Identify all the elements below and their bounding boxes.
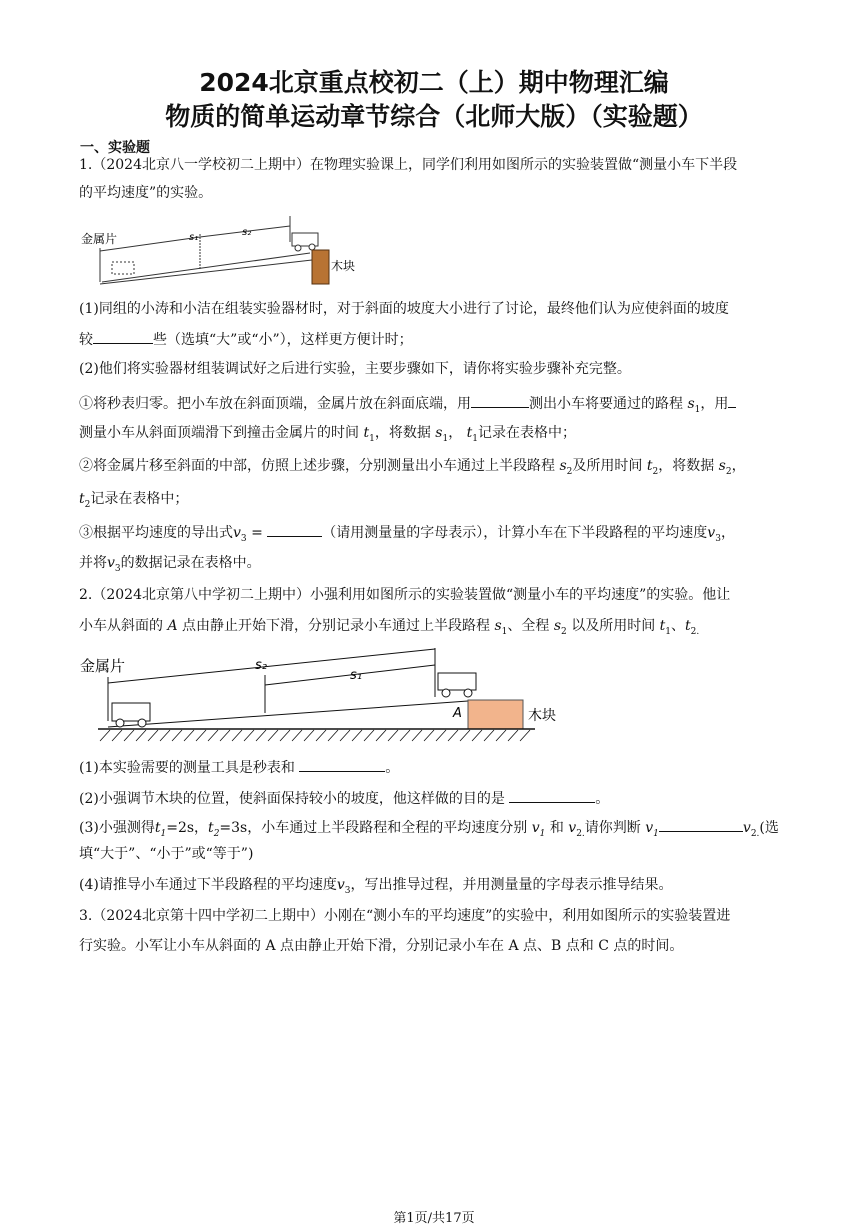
q1-part2: (2)他们将实验器材组装调试好之后进行实验，主要步骤如下，请你将实验步骤补充完整。 — [79, 361, 631, 377]
section-heading: 一、实验题 — [80, 140, 150, 156]
q1-figure — [78, 210, 378, 292]
q1-intro-line2: 的平均速度”的实验。 — [79, 185, 213, 201]
q1-part1-line2: 较 些（选填“大”或“小”），这样更方便计时； — [79, 332, 413, 348]
q1-blank-2[interactable] — [471, 394, 529, 408]
page-title-line2: 物质的简单运动章节综合（北师大版）（实验题） — [165, 102, 703, 131]
q1-fig-label-s2: s₂ — [242, 227, 252, 238]
page-title-line1: 2024北京重点校初二（上）期中物理汇编 — [199, 68, 669, 97]
page-footer: 第1页/共17页 — [393, 1211, 475, 1226]
q2-blank-3[interactable] — [659, 818, 743, 832]
q1-step1-line1: ①将秒表归零。把小车放在斜面顶端，金属片放在斜面底端，用 测出小车将要通过的路程 $s_1$，用 — [79, 394, 791, 419]
q2-fig-label-block: 木块 — [528, 708, 556, 724]
q2-part3-line2: 填“大于”、“小于”或“等于”) — [79, 846, 254, 862]
q2-fig-label-s1: s₁ — [350, 668, 362, 683]
q3-intro-line2: 行实验。小军让小车从斜面的 A 点由静止开始下滑，分别记录小车在 A 点、B 点和 C 点的时间。 — [79, 938, 684, 954]
q2-figure — [70, 645, 556, 745]
q1-blank-4[interactable] — [267, 523, 322, 537]
q2-part1: (1)本实验需要的测量工具是秒表和 。 — [79, 760, 400, 776]
q2-blank-2[interactable] — [509, 789, 595, 803]
q2-part2: (2)小强调节木块的位置，使斜面保持较小的坡度，他这样做的目的是 。 — [79, 791, 610, 807]
q2-part3-line1: (3)小强测得$t_1=2s$，$t_2=3s$，小车通过上半段路程和全程的平均速度分别 $v_1$ 和 $v_{2.}$请你判断 $v_1$ $v_{2.}$(选 — [79, 820, 779, 839]
q1-step2-line1: ②将金属片移至斜面的中部，仿照上述步骤，分别测量出小车通过上半段路程 $s_2$及所用时间 $t_2$，将数据 $s_2$， — [79, 458, 746, 477]
q1-step3-line1: ③根据平均速度的导出式$v_3$ = （请用测量量的字母表示），计算小车在下半段路程的平均速度$v_3$， — [79, 525, 735, 544]
q1-fig-label-s1: s₁ — [189, 232, 199, 243]
q1-part1-line1: (1)同组的小涛和小洁在组装实验器材时，对于斜面的坡度大小进行了讨论，最终他们认为应使斜面的坡度 — [79, 301, 729, 317]
q2-intro-line2: 小车从斜面的 A 点由静止开始下滑，分别记录小车通过上半段路程 $s_1$、全程 $s_2$ 以及所用时间 $t_1$、$t_{2.}$ — [79, 618, 700, 637]
q1-intro-line1: 1.（2024北京八一学校初二上期中）在物理实验课上，同学们利用如图所示的实验装置做“测量小车下半段 — [79, 157, 738, 173]
q1-blank-3[interactable] — [728, 394, 736, 408]
q1-step1-line2: 测量小车从斜面顶端滑下到撞击金属片的时间 $t_1$，将数据 $s_1$， $t_1$记录在表格中； — [79, 425, 577, 444]
q1-step2-line2: $t_2$记录在表格中； — [79, 491, 189, 510]
q2-fig-label-A: A — [453, 706, 462, 721]
q1-fig-label-plate: 金属片 — [81, 232, 118, 246]
q1-fig-label-block: 木块 — [331, 259, 356, 273]
q1-blank-1[interactable] — [93, 330, 153, 344]
q2-blank-1[interactable] — [299, 758, 385, 772]
q2-fig-label-plate: 金属片 — [80, 657, 126, 675]
q2-part4: (4)请推导小车通过下半段路程的平均速度$v_3$，写出推导过程，并用测量量的字母表示推导结果。 — [79, 877, 673, 896]
q2-intro-line1: 2.（2024北京第八中学初二上期中）小强利用如图所示的实验装置做“测量小车的平均速度”的实验。他让 — [79, 587, 731, 603]
q2-fig-label-s2: s₂ — [255, 658, 267, 673]
q3-intro-line1: 3.（2024北京第十四中学初二上期中）小刚在“测小车的平均速度”的实验中，利用如图所示的实验装置进 — [79, 908, 731, 924]
q1-step3-line2: 并将$v_3$的数据记录在表格中。 — [79, 555, 261, 574]
